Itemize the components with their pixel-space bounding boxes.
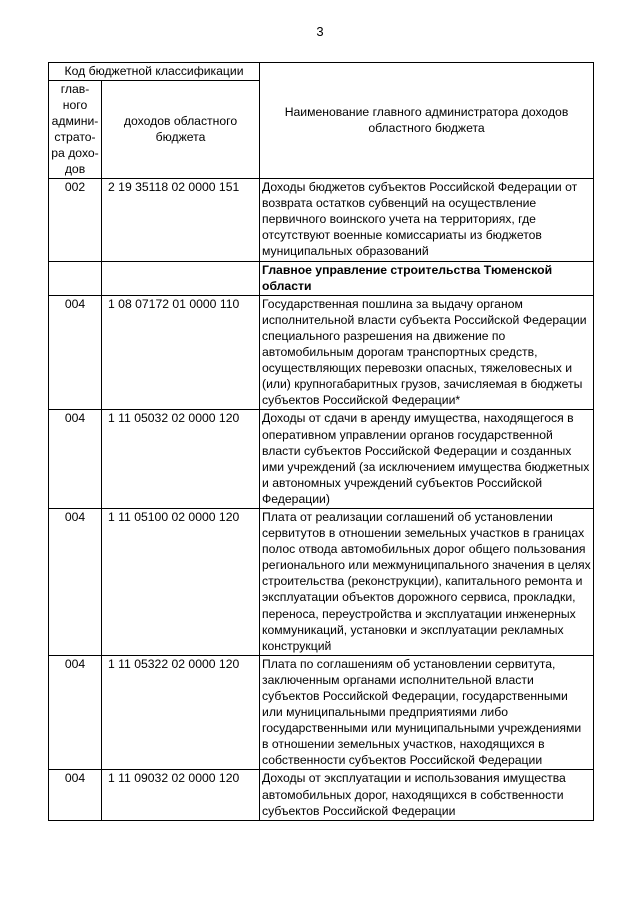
table-header-row-1 (49, 63, 594, 81)
section-row (49, 261, 594, 295)
income-code-cell: 1 11 05100 02 0000 120 (102, 508, 260, 655)
income-name-cell: Плата от реализации соглашений об установлении сервитутов в отношении земельных участков в границах полос отвода автомобильных дорог общего пользования регионального или межмуниципального значения в целях строительства (реконструкции), капитального ремонта и эксплуатации объектов дорожного сервиса, прокладки, переноса, переустройства и эксплуатации инженерных коммуникаций, установки и эксплуатации рекламных конструкций (260, 508, 594, 655)
admin-code-cell: 004 (49, 410, 102, 509)
admin-code-cell (49, 261, 102, 295)
budget-classification-table (48, 62, 594, 821)
header-budget-classification-code: Код бюджетной классификации (49, 63, 260, 81)
income-code-cell (102, 261, 260, 295)
income-name-cell: Доходы от сдачи в аренду имущества, находящегося в оперативном управлении органов государственной власти субъектов Российской Федерации и созданных ими учреждений (за исключением имущества бюджетных и автономных учреждений субъектов Российской Федерации) (260, 410, 594, 509)
header-main-administrator (49, 81, 102, 179)
table-row (49, 410, 594, 509)
income-name-cell: Доходы от эксплуатации и использования имущества автомобильных дорог, находящихся в собственности субъектов Российской Федерации (260, 770, 594, 820)
admin-code-cell: 004 (49, 770, 102, 820)
admin-code-cell: 004 (49, 655, 102, 770)
admin-code-cell: 004 (49, 295, 102, 410)
income-code-cell: 1 11 09032 02 0000 120 (102, 770, 260, 820)
income-code-cell: 2 19 35118 02 0000 151 (102, 179, 260, 261)
header-main-administrator-text: глав-ного админи-страто-ра дохо-дов (51, 82, 99, 177)
income-name-cell: Плата по соглашениям об установлении сервитута, заключенным органами исполнительной власти субъектов Российской Федерации, государственными или муниципальными предприятиями либо государственными или муниципальными учреждениями в отношении земельных участков, находящихся в собственности субъектов Российской Федерации (260, 655, 594, 770)
table-row (49, 295, 594, 410)
section-title-cell: Главное управление строительства Тюменской области (260, 261, 594, 295)
table-row (49, 655, 594, 770)
income-code-cell: 1 11 05322 02 0000 120 (102, 655, 260, 770)
table-row (49, 179, 594, 261)
table-row (49, 770, 594, 820)
table-row (49, 508, 594, 655)
header-regional-budget-income: доходов областного бюджета (102, 81, 260, 179)
header-administrator-name-text: Наименование главного администратора доходов областного бюджета (284, 104, 569, 136)
income-name-cell: Государственная пошлина за выдачу органом исполнительной власти субъекта Российской Федерации специального разрешения на движение по автомобильным дорогам транспортных средств, осуществляющих перевозки опасных, тяжеловесных и (или) крупногабаритных грузов, зачисляемая в бюджеты субъектов Российской Федерации* (260, 295, 594, 410)
income-name-cell: Доходы бюджетов субъектов Российской Федерации от возврата остатков субвенций на осуществление первичного воинского учета на территориях, где отсутствуют военные комиссариаты из бюджетов муниципальных образований (260, 179, 594, 261)
header-administrator-name (260, 63, 594, 179)
income-code-cell: 1 08 07172 01 0000 110 (102, 295, 260, 410)
income-code-cell: 1 11 05032 02 0000 120 (102, 410, 260, 509)
admin-code-cell: 004 (49, 508, 102, 655)
admin-code-cell: 002 (49, 179, 102, 261)
page-number: 3 (316, 24, 324, 39)
